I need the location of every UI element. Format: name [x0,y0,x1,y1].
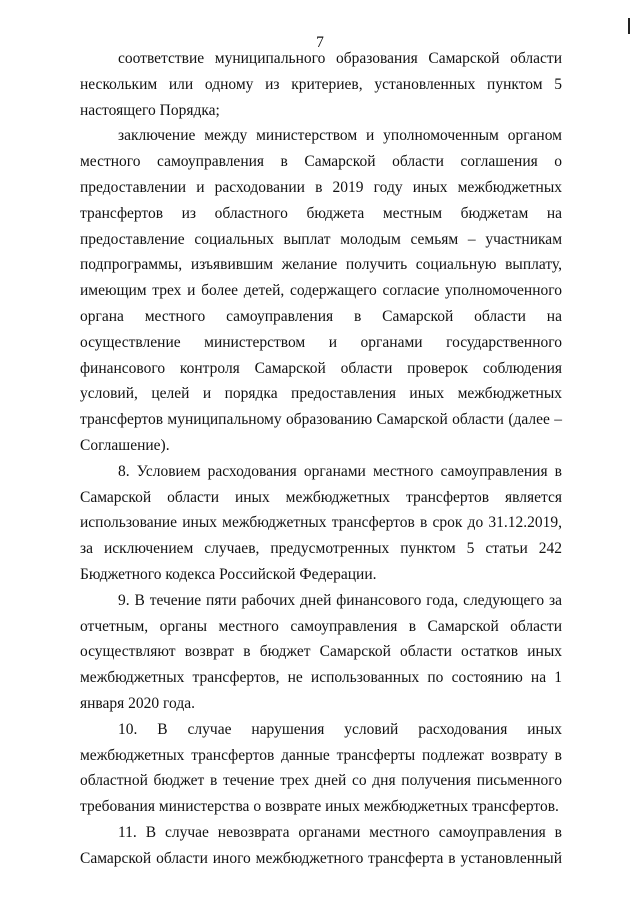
document-body [80,46,562,872]
paragraph-agreement: заключение между министерством и уполномоченным органом местного самоуправления в Самарской области соглашения о предоставлении и расходовании в 2019 году иных межбюджетных трансфертов из областного бюджета местным бюджетам на предоставление социальных выплат молодым семьям – участникам подпрограммы, изъявившим желание получить социальную выплату, имеющим трех и более детей, содержащего согласие уполномоченного органа местного самоуправления в Самарской области на осуществление министерством и органами государственного финансового контроля Самарской области проверок соблюдения условий, целей и порядка предоставления иных межбюджетных трансфертов муниципальному образованию Самарской области (далее – Соглашение). [80,127,562,454]
paragraph-item-8: 8. Условием расходования органами местного самоуправления в Самарской области иных межбюджетных трансфертов является использование иных межбюджетных трансфертов в срок до 31.12.2019, за исключением случаев, предусмотренных пунктом 5 статьи 242 Бюджетного кодекса Российской Федерации. [80,462,562,583]
paragraph-criteria: соответствие муниципального образования Самарской области нескольким или одному из критериев, установленных пунктом 5 настоящего Порядка; [80,50,562,119]
paragraph-item-11: 11. В случае невозврата органами местного самоуправления в Самарской области иного межбюджетного трансферта в установленный [80,823,562,867]
scan-artifact [628,18,630,34]
paragraph-item-10: 10. В случае нарушения условий расходования иных межбюджетных трансфертов данные трансферты подлежат возврату в областной бюджет в течение трех дней со дня получения письменного требования министерства о возврате иных межбюджетных трансфертов. [80,720,562,816]
paragraph-item-9: 9. В течение пяти рабочих дней финансового года, следующего за отчетным, органы местного самоуправления в Самарской области осуществляют возврат в бюджет Самарской области остатков иных межбюджетных трансфертов, не использованных по состоянию на 1 января 2020 года. [80,591,562,712]
page-number: 7 [316,34,324,51]
